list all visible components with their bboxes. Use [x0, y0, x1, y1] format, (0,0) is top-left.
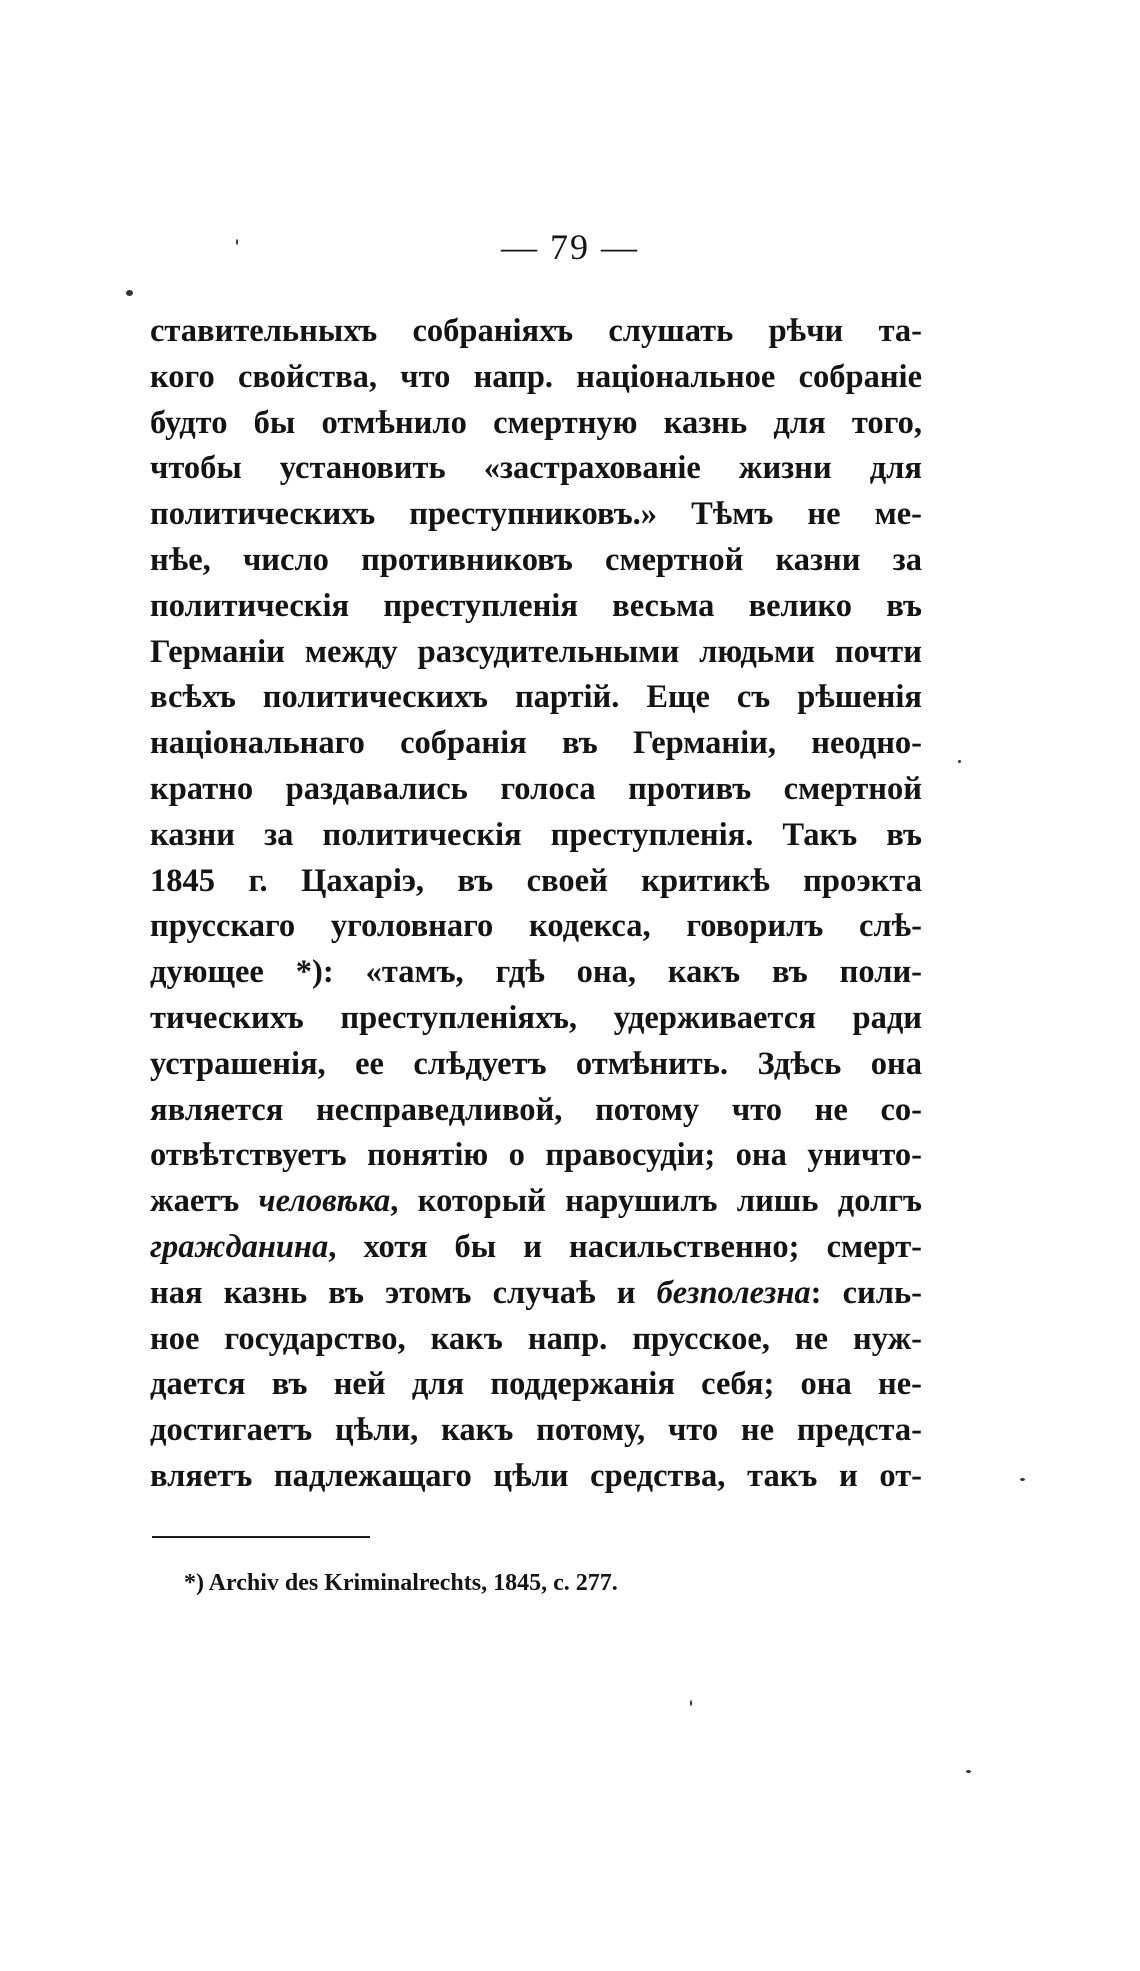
footnote-rule: [152, 1536, 370, 1538]
text-line: является несправедливой, потому что не со-: [150, 1091, 922, 1128]
body-text: [150, 309, 922, 1500]
text-line: ное государство, какъ напр. прусское, не нуж-: [150, 1320, 922, 1357]
text-line: отвѣтствуетъ понятію о правосудіи; она уничто-: [150, 1137, 922, 1174]
text-line: достигаетъ цѣли, какъ потому, что не предста-: [150, 1412, 922, 1449]
text-line: дается въ ней для поддержанія себя; она не-: [150, 1366, 922, 1403]
text-line: дующее *): «тамъ, гдѣ она, какъ въ поли-: [150, 954, 922, 991]
text-line-italic: жаетъ человѣка, который нарушилъ лишь долгъ: [150, 1183, 922, 1220]
text-line: кратно раздавались голоса противъ смертной: [150, 770, 922, 807]
text-line-italic: ная казнь въ этомъ случаѣ и безполезна: силь-: [150, 1274, 922, 1311]
emphasis: безполезна: [656, 1274, 811, 1311]
page-number: — 79 —: [501, 227, 639, 267]
text-line: ставительныхъ собраніяхъ слушать рѣчи та-: [150, 313, 922, 349]
text-line: политическихъ преступниковъ.» Тѣмъ не ме-: [150, 496, 922, 533]
text-line: національнаго собранія въ Германіи, неодно-: [150, 725, 922, 762]
text-line: тическихъ преступленіяхъ, удерживается ради: [150, 999, 922, 1036]
text-line: будто бы отмѣнило смертную казнь для того,: [150, 404, 922, 441]
scan-speck: [966, 1770, 971, 1773]
footnote: *) Archiv des Kriminalrechts, 1845, с. 277.: [184, 1570, 618, 1596]
text-line: всѣхъ политическихъ партій. Еще съ рѣшенія: [150, 679, 922, 716]
scan-speck: [690, 1700, 692, 1706]
text-line: вляетъ падлежащаго цѣли средства, такъ и от-: [150, 1457, 922, 1494]
text-line: нѣе, число противниковъ смертной казни за: [150, 541, 922, 578]
scan-speck: [1020, 1478, 1025, 1481]
text-line: казни за политическія преступленія. Такъ въ: [150, 816, 922, 853]
text-line: Германіи между разсудительными людьми почти: [150, 633, 922, 670]
text-line: устрашенія, ее слѣдуетъ отмѣнить. Здѣсь она: [150, 1045, 922, 1082]
text-line: чтобы установить «застрахованіе жизни для: [150, 450, 922, 487]
emphasis: человѣка: [258, 1183, 391, 1220]
text-line: прусскаго уголовнаго кодекса, говорилъ слѣ-: [150, 908, 922, 945]
emphasis: гражданина: [150, 1228, 329, 1265]
text-line: кого свойства, что напр. національное собраніе: [150, 358, 922, 395]
scan-speck: [126, 290, 133, 296]
scan-speck: [236, 239, 238, 245]
text-line: политическія преступленія весьма велико въ: [150, 587, 922, 624]
scan-speck: [958, 760, 961, 763]
text-line: 1845 г. Цахаріэ, въ своей критикѣ проэкта: [150, 862, 922, 899]
text-line-italic: гражданина, хотя бы и насильственно; смерт-: [150, 1228, 922, 1265]
